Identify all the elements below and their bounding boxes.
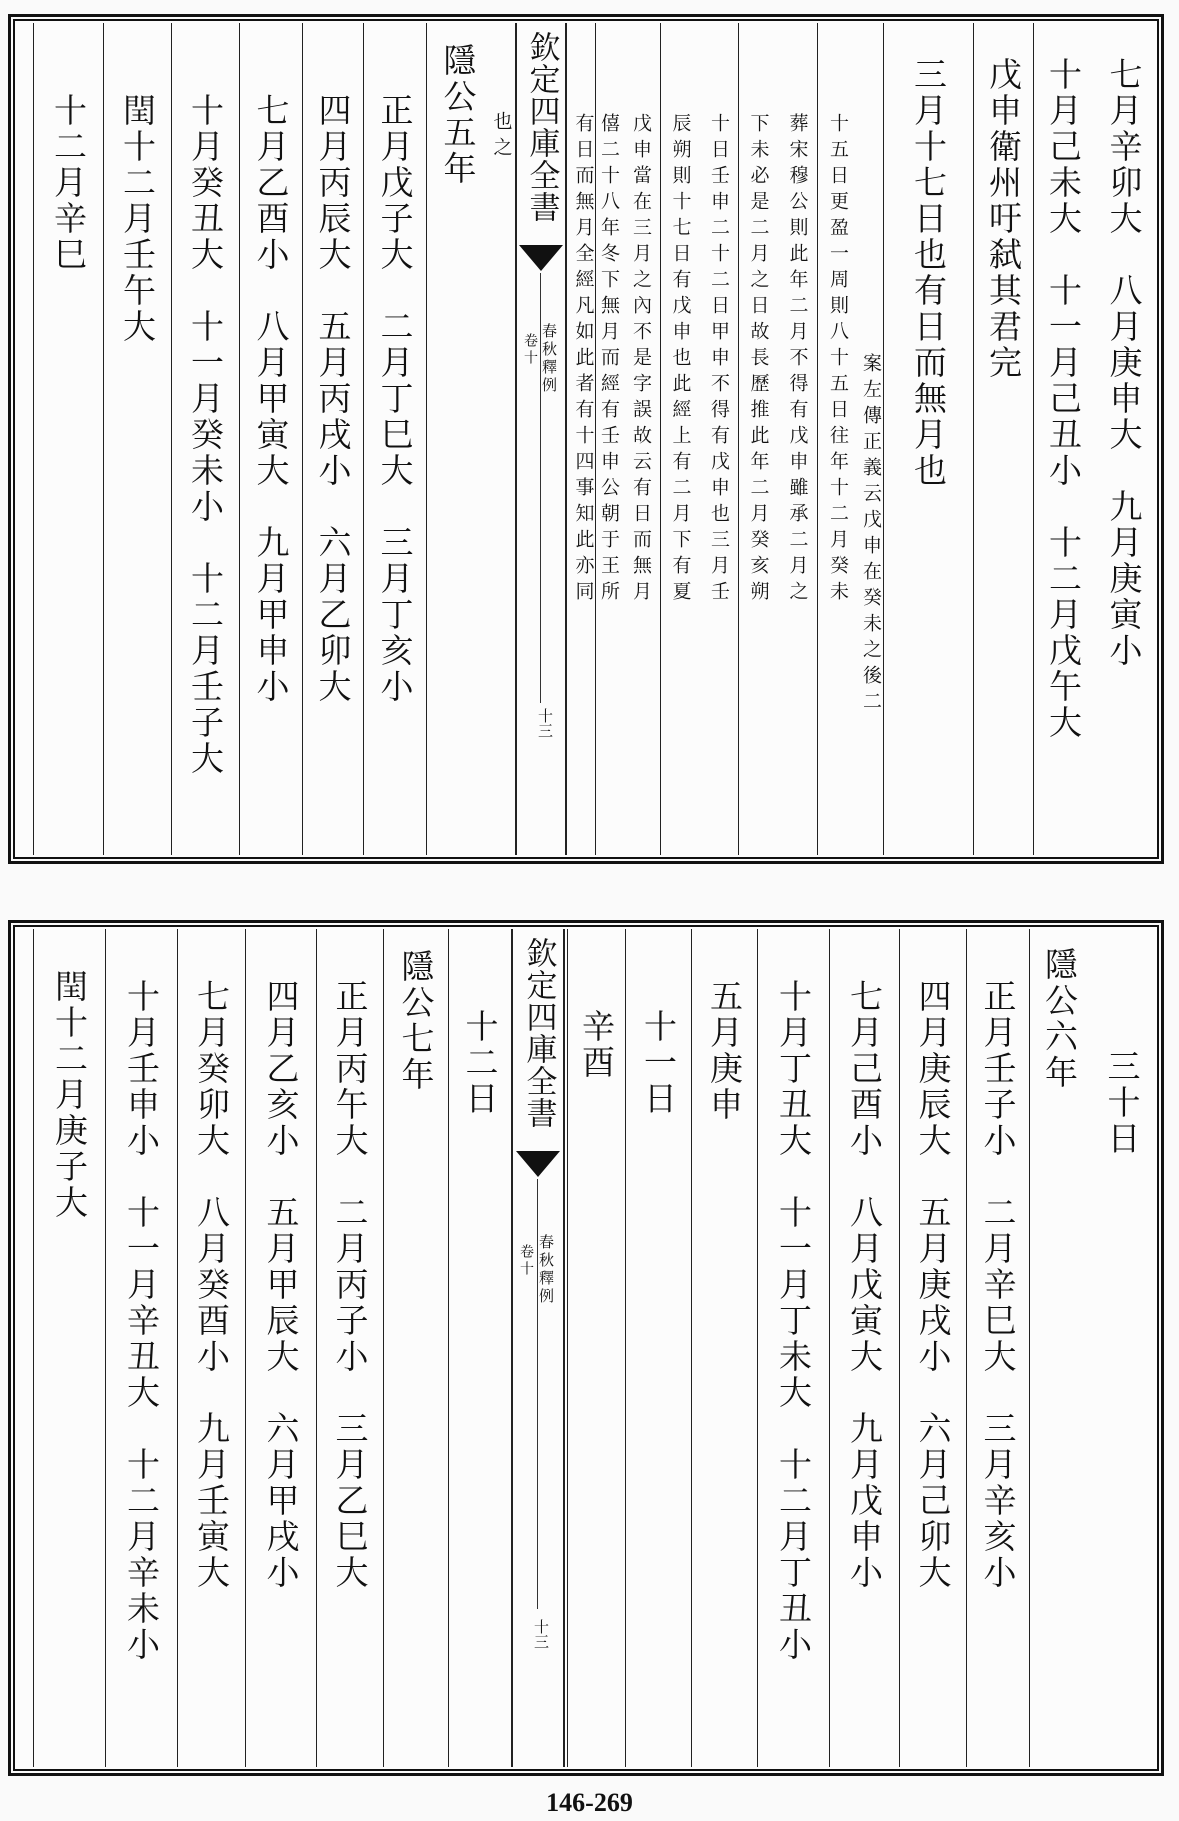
commentary-column: 下未必是二月之日故長歷推此年二月癸亥朔 [738,23,777,855]
text-column: 四月乙亥小 五月甲辰大 六月甲戌小 [245,929,316,1767]
text-column: 十月癸丑大 十一月癸未小 十二月壬子大 [171,23,239,855]
text-column: 四月丙辰大 五月丙戌小 六月乙卯大 [302,23,363,855]
text-column: 七月己酉小 八月戊寅大 九月戊申小 [829,929,899,1767]
commentary-column: 十日壬申二十二日甲申不得有戊申也三月壬 [708,113,730,607]
text-column: 正月壬子小 二月辛巳大 三月辛亥小 [966,929,1029,1767]
commentary-column: 十五日更盈一周則八十五日往年十二月癸未 [817,23,857,855]
text-column: 閏十二月庚子大 [33,929,105,1767]
banner-title: 欽定四庫全書 [520,937,557,1129]
fishtail-top-icon [516,1151,560,1177]
commentary-column: 辰朔則十七日有戊申也此經上有二月下有夏 [660,23,699,855]
fishtail-top-icon [519,245,563,271]
banner-volume: 卷十 [522,333,538,367]
section-heading: 隱公六年 [1029,929,1089,1767]
banner-title: 欽定四庫全書 [523,31,560,223]
section-heading: 隱公七年 [383,929,448,1767]
fishtail-banner [515,23,567,855]
banner-book-title: 春秋釋例 [540,323,558,395]
commentary-column: 案左傳正義云戊申在癸未之後二 [860,353,882,717]
section-heading: 隱公五年 [426,23,489,855]
bottom-page [8,920,1164,1776]
commentary-column: 葬宋穆公則此年二月不得有戊申雖承二月之 [786,113,809,607]
banner-page: 十三 [532,1619,550,1649]
text-column-main: 三月十七日也有日而無月也 [883,23,973,855]
text-column: 辛酉 [567,929,625,1767]
text-column: 十一日 [625,929,691,1767]
text-column: 正月戊子大 二月丁巳大 三月丁亥小 [363,23,426,855]
commentary-column: 有日而無月全經凡如此者有十四事知此亦同 [572,113,595,607]
text-column: 十二日 [448,929,511,1767]
banner-page: 十三 [536,708,554,738]
banner-volume: 卷十 [518,1244,534,1278]
text-column: 十二月辛巳 [33,23,103,855]
text-column: 十月壬申小 十一月辛丑大 十二月辛未小 [105,929,177,1767]
text-column: 正月丙午大 二月丙子小 三月乙巳大 [316,929,383,1767]
text-column: 七月辛卯大 八月庚申大 九月庚寅小 [1104,57,1144,669]
commentary-column: 僖二十八年冬下無月而經有壬申公朝于王所 [595,23,621,855]
text-column: 十月丁丑大 十一月丁未大 十二月丁丑小 [757,929,829,1767]
text-column: 也之 [490,111,513,163]
text-column: 十月己未大 十一月己丑小 十二月戊午大 [1033,23,1093,855]
text-column: 三十日 [1102,1049,1142,1157]
commentary-column: 戊申當在三月之內不是字誤故云有日而無月 [630,113,652,607]
banner-book-title: 春秋釋例 [537,1234,555,1306]
text-column: 七月乙酉小 八月甲寅大 九月甲申小 [239,23,302,855]
top-page [8,14,1164,864]
text-column: 戊申衛州吁弑其君完 [973,23,1033,855]
text-column: 七月癸卯大 八月癸酉小 九月壬寅大 [177,929,245,1767]
text-column: 閏十二月壬午大 [103,23,171,855]
page-number: 146-269 [546,1788,633,1817]
text-column: 五月庚申 [691,929,757,1767]
fishtail-banner [511,929,565,1767]
text-column: 四月庚辰大 五月庚戌小 六月己卯大 [899,929,966,1767]
